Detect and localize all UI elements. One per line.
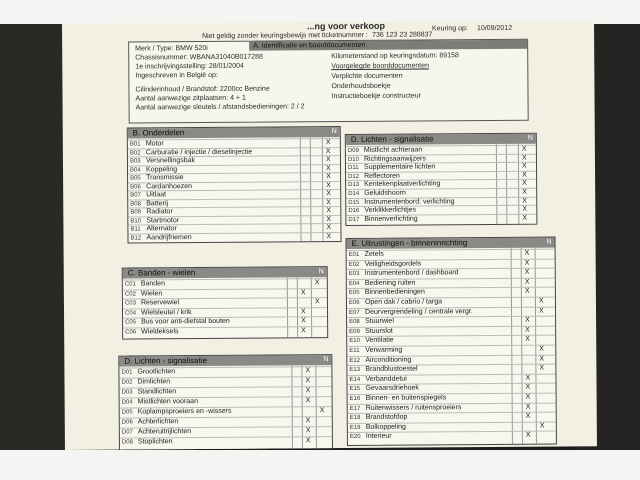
row-code: D15 [348, 199, 360, 206]
row-code: E17 [349, 405, 361, 412]
check-mark: X [524, 268, 530, 276]
row-label: Reservewiel [140, 299, 180, 307]
row-label: Bediening ruiten [364, 279, 416, 287]
row-label: Versnellingsbak [145, 157, 196, 165]
row-label: Veiligheidsgordels [364, 260, 422, 268]
row-label: Grootlichten [137, 368, 176, 376]
row-label: Airconditioning [365, 356, 412, 364]
row-code: D13 [348, 182, 360, 189]
section-c-title: C. Banden - wielen [127, 268, 196, 278]
row-label: Open dak / cabrio / targa [364, 298, 443, 306]
seats: Aantal aanwezige zitplaatsen: 4 + 1 [135, 94, 246, 103]
check-mark: X [525, 432, 531, 440]
check-mark: X [522, 180, 527, 188]
row-code: C06 [125, 328, 137, 336]
odometer: Kilometerstand op keuringsdatum: 89158 [331, 52, 459, 61]
check-mark: X [525, 316, 530, 324]
section-b-title: B. Onderdelen [132, 128, 185, 138]
row-label: Verbanddetui [365, 375, 407, 383]
keys: Aantal aanwezige sleutels / afstandsbedieningen: 2 / 2 [135, 103, 305, 112]
row-label: Verklikkerlichtjes [364, 206, 417, 215]
check-mark: X [305, 437, 311, 445]
row-label: Interieur [365, 433, 392, 441]
row-code: B02 [129, 149, 141, 157]
row-code: B03 [129, 158, 141, 165]
check-mark: X [524, 288, 530, 296]
row-label: Ventilatie [365, 337, 394, 345]
row-label: Mistlicht achteraan [363, 146, 423, 154]
section-d-left-title: D. Lichten - signalisatie [124, 355, 208, 366]
check-mark: X [538, 307, 544, 315]
row-label: Carburatie / injectie / dieselinjectie [145, 148, 253, 156]
row-code: B08 [130, 200, 141, 208]
check-mark: X [305, 427, 311, 435]
checklist-row [128, 232, 340, 242]
row-label: Instrumentenbord / dashboard [364, 269, 459, 278]
checklist-row [120, 436, 332, 446]
check-mark: X [539, 364, 545, 372]
check-mark: X [325, 139, 331, 147]
check-mark: X [525, 326, 530, 334]
row-code: B10 [130, 217, 142, 225]
row-code: D08 [121, 439, 133, 446]
background-bottom [0, 450, 640, 480]
cylinder-fuel: Cilinderinhoud / Brandstof: 2200cc Benzine [135, 85, 270, 94]
row-code: E16 [349, 395, 361, 403]
check-mark: X [305, 377, 311, 385]
section-b [127, 126, 342, 243]
row-label: Kentekenplaatverlichting [364, 180, 441, 189]
row-code: D01 [121, 369, 133, 376]
row-label: Deurvergrendeling / centrale vergr. [364, 307, 473, 316]
row-code: E01 [348, 251, 360, 259]
row-code: B01 [129, 141, 141, 148]
check-mark: X [539, 345, 544, 353]
check-mark: X [522, 205, 528, 213]
row-label: Binnenbedieningen [364, 288, 425, 297]
check-mark: X [521, 145, 527, 153]
checklist-row [119, 376, 331, 386]
check-mark: X [524, 259, 530, 267]
row-label: Bolkoppeling [365, 423, 406, 431]
notice-text: Niet geldig zonder keuringsbewijs met ticketnummer : [202, 31, 368, 41]
check-mark: X [325, 147, 331, 155]
form-title: ...ng voor verkoop [306, 20, 386, 32]
checklist-row [120, 396, 332, 406]
row-code: E13 [349, 367, 361, 374]
row-label: Achterlichten [137, 418, 179, 426]
row-label: Koplampsproeiers en -wissers [137, 407, 232, 416]
row-code: E14 [349, 376, 361, 383]
row-code: D14 [348, 190, 360, 198]
row-label: Brandblustoestel [365, 365, 418, 374]
check-mark: X [539, 355, 545, 363]
row-code: E02 [348, 261, 360, 268]
row-code: E09 [349, 328, 360, 335]
check-mark: X [326, 232, 332, 240]
row-label: Achteruitrijlichten [137, 428, 192, 436]
row-label: Startmotor [146, 216, 180, 224]
a-item-4: Instructieboekje constructeur [331, 92, 422, 101]
row-code: C04 [124, 309, 137, 317]
row-code: E04 [348, 280, 360, 287]
check-mark: X [314, 298, 320, 306]
checklist-row [120, 406, 332, 416]
row-code: E03 [348, 271, 360, 278]
row-code: C03 [124, 300, 136, 307]
row-code: D16 [348, 208, 360, 215]
section-d-right: D. Lichten - signalisatie N D09 Mistlicht achteraan X D10 Richtingsaanwijzers X D11 Supplementaire lichten X D12 Reflectoren X D13 Kentekenplaatverlichting X D14 Geluidshoorn X D15 Instrumentenbord: verlichting X D16 Verklikkerlichtjes X D17 Binnenverlichting X [345, 133, 538, 226]
row-code: C05 [125, 319, 137, 326]
check-mark: X [525, 403, 531, 411]
row-code: D04 [121, 399, 133, 406]
checklist-row [120, 426, 332, 436]
row-code: D17 [348, 216, 360, 223]
row-label: Koppeling [145, 165, 178, 173]
inspection-form [62, 20, 597, 450]
section-d-right-title: D. Lichten - signalisatie [350, 134, 434, 144]
row-code: B07 [130, 192, 141, 199]
check-mark: X [538, 297, 544, 305]
vehicle-info-box [128, 39, 529, 124]
row-label: Batterij [146, 199, 169, 207]
check-mark: X [301, 326, 306, 334]
row-code: D05 [121, 409, 133, 416]
check-mark: X [521, 154, 527, 162]
a-item-1: Voorgelegde boorddocumenten [331, 62, 430, 71]
row-label: Motor [145, 140, 164, 148]
brand-type: Merk / Type: BMW 520i [135, 44, 208, 53]
check-mark: X [525, 374, 531, 382]
checklist-row [120, 416, 332, 426]
row-code: C02 [124, 290, 136, 298]
row-label: Cardanhoezen [146, 182, 193, 190]
a-item-2: Verplichte documenten [331, 72, 403, 81]
row-code: E15 [349, 386, 361, 393]
check-mark: X [325, 156, 331, 164]
check-mark: X [326, 190, 331, 198]
section-c: C. Banden - wielen N C01 Banden X C02 Wielen X C03 Reservewiel X C04 Wielsleutel / krik X C05 Bus voor anti-diefstal bouten X C06 Wieldeksels X [122, 266, 328, 339]
row-label: Ruitenwissers / ruitensproeiers [365, 403, 462, 412]
first-registration: 1e inschrijvingsstelling: 28/01/2004 [135, 62, 244, 71]
row-code: E10 [349, 338, 360, 345]
check-mark: X [524, 278, 530, 286]
row-label: Instrumentenbord: verlichting [364, 197, 455, 206]
row-label: Alternator [146, 225, 177, 233]
check-mark: X [522, 171, 527, 179]
section-a-header: A. Identificatie en boorddocumenten [249, 40, 527, 51]
row-code: E08 [349, 319, 360, 326]
section-d-left: D. Lichten - signalisatie N D01 Grootlichten X D02 Dimlichten X D03 Standlichten X D04 Mistlichten vooraan X D05 Koplampsproeiers en -wissers X D06 Achterlichten X D07 Achteruitrijlichten X D08 Stoplichten X [118, 354, 333, 450]
row-code: D07 [121, 429, 133, 436]
row-label: Wielsleutel / krik [140, 308, 192, 316]
ticket-number: 736 123 23 288837 [372, 31, 433, 39]
row-code: D02 [121, 379, 133, 386]
row-label: Brandstofdop [365, 413, 408, 422]
row-label: Binnenverlichting [364, 215, 418, 223]
check-mark: X [525, 384, 531, 392]
row-code: E18 [349, 415, 361, 422]
row-code: E07 [349, 309, 360, 316]
check-mark: X [305, 417, 311, 425]
registered-belgium: Ingeschreven in België op: [135, 71, 218, 80]
check-mark: X [314, 279, 320, 287]
row-label: Standlichten [137, 388, 177, 396]
section-e-title: E. Uitrustingen - binneninrichting [351, 238, 468, 248]
row-code: D11 [347, 165, 359, 172]
check-mark: X [300, 307, 306, 315]
row-code: E06 [348, 299, 360, 307]
row-label: Aandrijfriemen [146, 233, 192, 241]
row-label: Wieldeksels [141, 327, 179, 335]
row-label: Verwarming [365, 346, 403, 354]
row-label: Stoplichten [137, 438, 173, 446]
checklist-row [120, 386, 332, 396]
row-label: Banden [140, 280, 165, 288]
row-code: E05 [348, 290, 360, 297]
a-item-3: Onderhoudsboekje [331, 82, 391, 91]
row-label: Uitlaat [146, 191, 167, 199]
check-mark: X [305, 397, 311, 405]
checklist-row [346, 213, 536, 223]
checklist-row [119, 366, 331, 376]
section-e: E. Uitrustingen - binneninrichting N E01 Zetels X E02 Veiligheidsgordels X E03 Instrumentenbord / dashboard X E04 Bediening ruiten X E05 Binnenbedieningen X E06 Open dak / cabrio / targa X E07 Deurvergrendeling / centrale vergr. X E08 Stuurwiel X E09 Stuurslot X E10 Ventilatie X E11 Verwarming X E12 Airconditioning X E13 Brandblustoestel X E14 Verbanddetui X E15 Gevaarsdriehoek X E16 Binnen- en buitenspiegels X E17 Ruitenwissers / ruitensproeiers X E18 Brandstofdop X E19 Bolkoppeling X E20 Interieur X [346, 237, 557, 446]
row-code: D09 [347, 147, 359, 155]
row-code: B04 [130, 166, 141, 174]
check-mark: X [300, 288, 306, 296]
check-mark: X [326, 198, 331, 206]
row-label: Supplementaire lichten [363, 163, 436, 172]
row-code: D10 [347, 156, 359, 163]
check-mark: X [522, 197, 527, 205]
row-label: Radiator [146, 208, 173, 216]
row-code: E11 [349, 347, 360, 355]
check-mark: X [326, 215, 332, 223]
row-label: Gevaarsdriehoek [365, 384, 419, 393]
check-mark: X [319, 407, 325, 415]
row-label: Zetels [364, 250, 384, 258]
col-n: N [331, 128, 337, 136]
check-mark: X [525, 412, 531, 420]
row-label: Bus voor anti-diefstal bouten [141, 317, 230, 326]
row-label: Transmissie [146, 174, 184, 182]
row-code: E12 [349, 357, 361, 364]
row-code: E20 [349, 434, 361, 441]
check-mark: X [525, 336, 530, 344]
row-label: Richtingsaanwijzers [363, 155, 426, 163]
check-mark: X [521, 162, 527, 170]
row-code: D03 [121, 389, 133, 396]
checklist-row [123, 326, 327, 336]
row-label: Dimlichten [137, 378, 171, 386]
row-code: B06 [130, 183, 141, 191]
check-mark: X [326, 207, 332, 215]
chassis-number: Chassisnummer: WBANA31040B017288 [135, 53, 263, 62]
row-label: Wielen [140, 289, 163, 297]
row-label: Stuurslot [365, 327, 393, 335]
check-mark: X [326, 181, 331, 189]
date-label: Keuring op: [432, 25, 468, 33]
check-mark: X [326, 224, 332, 232]
date-value: 10/09/2012 [477, 24, 513, 33]
check-mark: X [522, 214, 528, 222]
row-code: B12 [130, 234, 142, 242]
row-label: Geluidshoorn [364, 189, 406, 197]
check-mark: X [539, 422, 545, 430]
row-code: E19 [349, 424, 361, 431]
check-mark: X [524, 249, 530, 257]
check-mark: X [522, 188, 527, 196]
checklist-row [348, 431, 556, 441]
check-mark: X [305, 367, 311, 375]
check-mark: X [305, 387, 311, 395]
row-label: Stuurwiel [365, 317, 394, 326]
check-mark: X [325, 164, 331, 172]
row-code: D06 [121, 419, 133, 426]
check-mark: X [525, 393, 531, 401]
row-code: B11 [130, 226, 141, 233]
check-mark: X [326, 173, 331, 181]
row-code: B09 [130, 209, 142, 216]
row-code: C01 [124, 281, 136, 288]
check-mark: X [301, 317, 306, 325]
row-label: Mistlichten vooraan [137, 398, 198, 406]
row-code: D12 [348, 173, 360, 180]
row-label: Binnen- en buitenspiegels [365, 394, 447, 402]
row-label: Reflectoren [364, 172, 400, 180]
row-code: B05 [130, 175, 141, 182]
